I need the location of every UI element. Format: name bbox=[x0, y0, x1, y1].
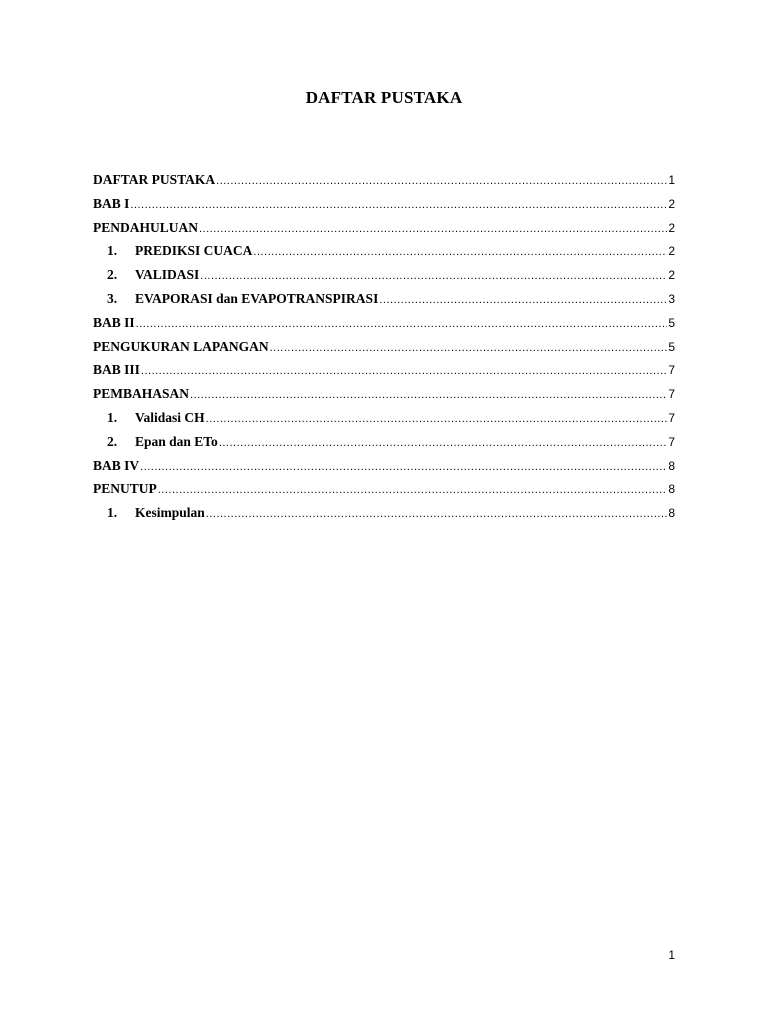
toc-entry-page: 7 bbox=[668, 410, 675, 425]
toc-dot-leader bbox=[141, 365, 667, 377]
toc-dot-leader bbox=[206, 508, 668, 520]
toc-entry-label: Epan dan ETo bbox=[135, 433, 218, 449]
toc-entry[interactable] bbox=[93, 172, 675, 196]
toc-entry-page: 2 bbox=[668, 220, 675, 235]
toc-entry-page: 5 bbox=[668, 315, 675, 330]
toc-entry[interactable] bbox=[93, 458, 675, 482]
toc-dot-leader bbox=[200, 270, 667, 282]
toc-entry-label: BAB IV bbox=[93, 457, 140, 473]
toc-entry-page: 8 bbox=[668, 506, 675, 521]
toc-entry-label: Kesimpulan bbox=[135, 505, 205, 521]
toc-entry-label: Validasi CH bbox=[135, 409, 205, 425]
toc-dot-leader bbox=[270, 342, 668, 354]
toc-entry[interactable] bbox=[93, 339, 675, 363]
toc-entry-label: DAFTAR PUSTAKA bbox=[93, 172, 216, 187]
toc-entry-label: PENDAHULUAN bbox=[93, 219, 199, 235]
toc-entry-page: 2 bbox=[668, 196, 675, 211]
toc-entry[interactable] bbox=[93, 362, 675, 386]
toc-entry-number: 3. bbox=[107, 290, 118, 306]
toc-dot-leader bbox=[216, 175, 667, 187]
toc-entry-label: BAB II bbox=[93, 314, 135, 330]
toc-dot-leader bbox=[158, 484, 668, 496]
toc-subentry[interactable] bbox=[93, 410, 675, 434]
toc-entry[interactable] bbox=[93, 196, 675, 220]
page-number: 1 bbox=[668, 948, 675, 962]
toc-entry-label: BAB III bbox=[93, 362, 140, 378]
toc-entry[interactable] bbox=[93, 315, 675, 339]
toc-subentry[interactable] bbox=[93, 267, 675, 291]
toc-entry-page: 2 bbox=[668, 244, 675, 259]
toc-entry-page: 7 bbox=[668, 434, 675, 449]
toc-entry-label: PENUTUP bbox=[93, 481, 157, 497]
toc-entry-page: 3 bbox=[668, 291, 675, 306]
toc-entry-page: 1 bbox=[668, 173, 675, 187]
toc-entry-page: 7 bbox=[668, 387, 675, 402]
toc-subentry[interactable] bbox=[93, 505, 675, 529]
toc-entry-label: PENGUKURAN LAPANGAN bbox=[93, 338, 269, 354]
toc-entry-page: 7 bbox=[668, 363, 675, 378]
toc-entry-number: 1. bbox=[107, 409, 118, 425]
table-of-contents bbox=[93, 172, 675, 529]
toc-entry-page: 2 bbox=[668, 268, 675, 283]
toc-entry-page: 5 bbox=[668, 339, 675, 354]
toc-entry-label: PREDIKSI CUACA bbox=[135, 243, 253, 259]
toc-dot-leader bbox=[219, 437, 668, 449]
toc-entry-number: 2. bbox=[107, 433, 118, 449]
toc-entry[interactable] bbox=[93, 386, 675, 410]
page-title: DAFTAR PUSTAKA bbox=[305, 88, 463, 107]
toc-dot-leader bbox=[206, 413, 668, 425]
toc-entry-number: 1. bbox=[107, 505, 118, 521]
toc-entry[interactable] bbox=[93, 481, 675, 505]
toc-dot-leader bbox=[130, 199, 667, 211]
toc-dot-leader bbox=[140, 461, 667, 473]
toc-dot-leader bbox=[379, 294, 667, 306]
toc-entry-page: 8 bbox=[668, 458, 675, 473]
toc-entry-label: EVAPORASI dan EVAPOTRANSPIRASI bbox=[135, 290, 379, 306]
toc-dot-leader bbox=[253, 246, 667, 258]
toc-entry-number: 2. bbox=[107, 267, 118, 283]
toc-entry-page: 8 bbox=[668, 482, 675, 497]
toc-dot-leader bbox=[199, 223, 667, 235]
toc-entry-label: PEMBAHASAN bbox=[93, 386, 190, 402]
toc-subentry[interactable] bbox=[93, 243, 675, 267]
toc-entry-number: 1. bbox=[107, 243, 118, 259]
toc-entry-label: VALIDASI bbox=[135, 267, 200, 283]
toc-entry[interactable] bbox=[93, 220, 675, 244]
toc-subentry[interactable] bbox=[93, 291, 675, 315]
toc-dot-leader bbox=[190, 389, 667, 401]
toc-subentry[interactable] bbox=[93, 434, 675, 458]
toc-entry-label: BAB I bbox=[93, 195, 130, 211]
toc-dot-leader bbox=[136, 318, 668, 330]
